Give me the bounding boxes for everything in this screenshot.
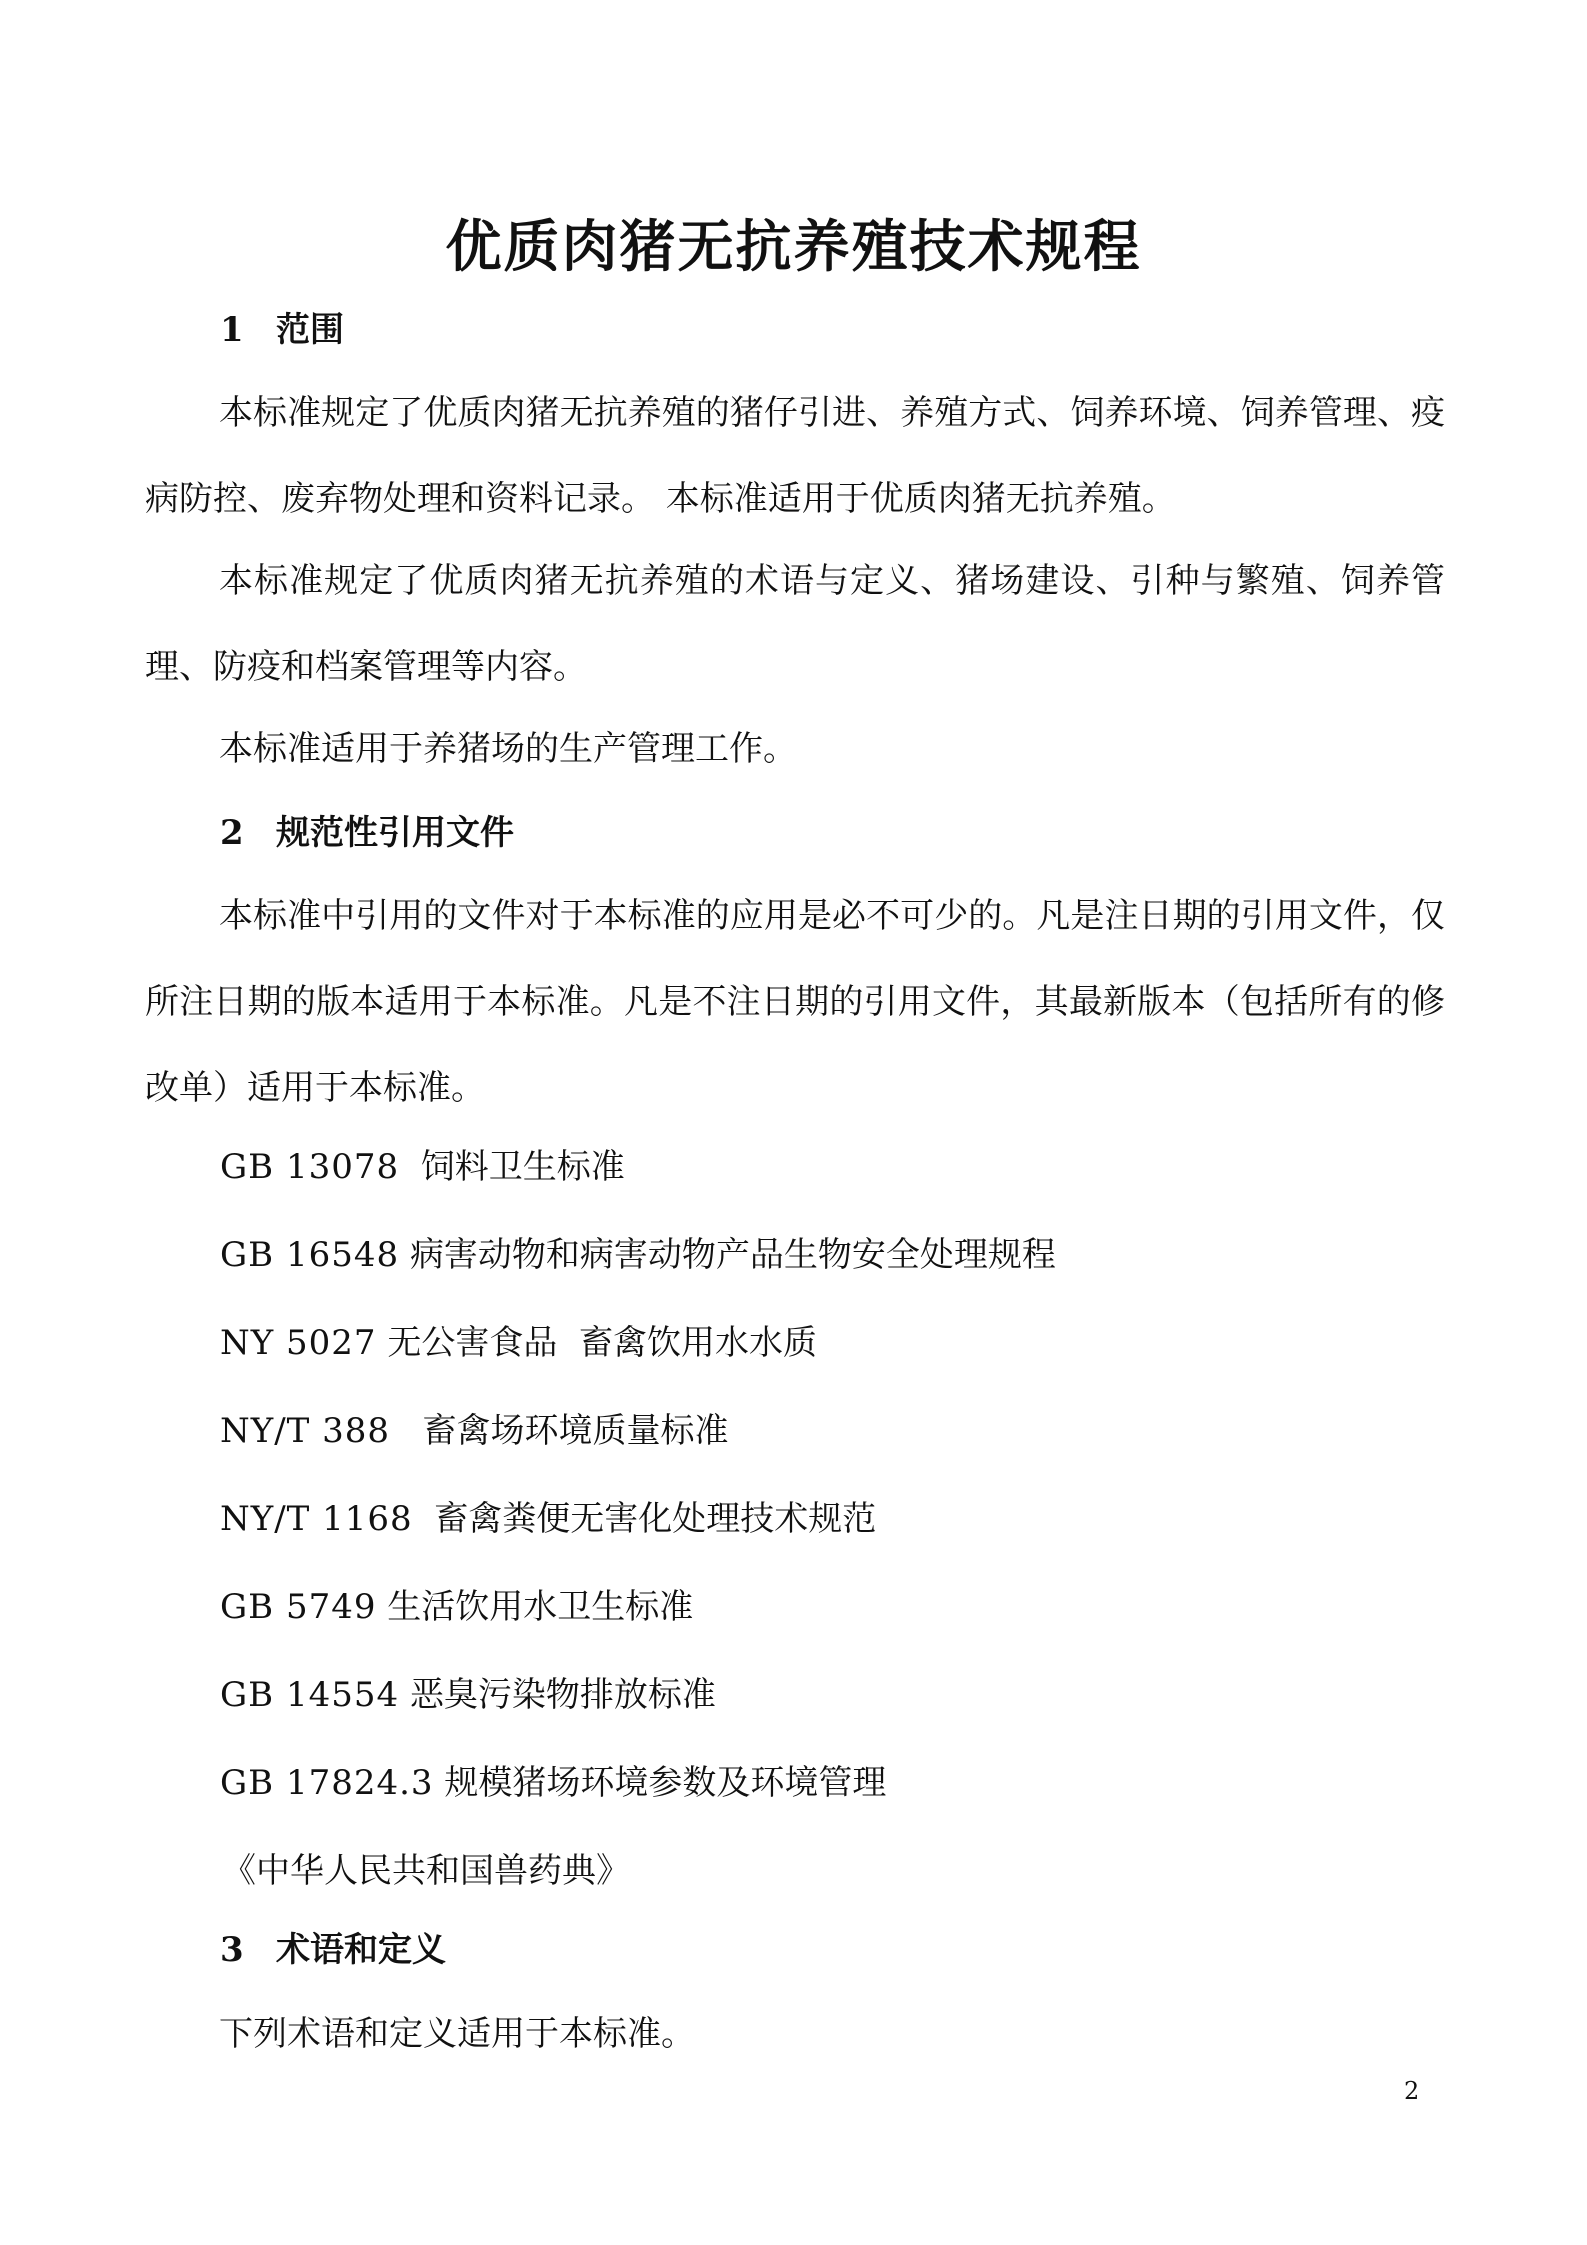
paragraph-terms: 下列术语和定义适用于本标准。 xyxy=(219,2014,695,2054)
reference-item xyxy=(220,1494,876,1544)
reference-code: GB 16548 xyxy=(220,1235,400,1275)
reference-item xyxy=(220,1230,1056,1280)
reference-separator xyxy=(413,1499,424,1539)
paragraph-scope-2: 本标准规定了优质肉猪无抗养殖的术语与定义、猪场建设、引种与繁殖、饲养管理、防疫和档案管理等内容。 xyxy=(145,561,1445,687)
reference-title: 《中华人民共和国兽药典》 xyxy=(222,1851,630,1891)
reference-code: NY/T 1168 xyxy=(220,1499,413,1539)
reference-code: GB 17824.3 xyxy=(220,1763,434,1803)
reference-item xyxy=(222,1846,630,1896)
paragraph-normative-references: 本标准中引用的文件对于本标准的应用是必不可少的。凡是注日期的引用文件，仅所注日期的版本适用于本标准。凡是不注日期的引用文件，其最新版本（包括所有的修改单）适用于本标准。 xyxy=(145,896,1445,1108)
section-heading-1 xyxy=(220,305,344,355)
reference-item xyxy=(220,1318,817,1368)
reference-code: GB 5749 xyxy=(220,1587,377,1627)
reference-title: 生活饮用水卫生标准 xyxy=(387,1587,694,1627)
section-heading-3 xyxy=(220,1925,446,1975)
reference-separator xyxy=(399,1147,410,1187)
section-title: 规范性引用文件 xyxy=(276,813,514,853)
section-heading-2 xyxy=(220,808,514,858)
reference-item xyxy=(220,1142,625,1192)
document-title: 优质肉猪无抗养殖技术规程 xyxy=(445,215,1142,280)
section-title: 术语和定义 xyxy=(276,1930,446,1970)
reference-title: 恶臭污染物排放标准 xyxy=(409,1675,716,1715)
reference-title: 规模猪场环境参数及环境管理 xyxy=(444,1763,887,1803)
reference-item xyxy=(220,1582,693,1632)
reference-title: 饲料卫生标准 xyxy=(420,1147,625,1187)
reference-title: 畜禽场环境质量标准 xyxy=(422,1411,729,1451)
reference-code: GB 14554 xyxy=(220,1675,400,1715)
reference-item xyxy=(220,1758,886,1808)
reference-title: 无公害食品 畜禽饮用水水质 xyxy=(387,1323,817,1363)
reference-title: 畜禽粪便无害化处理技术规范 xyxy=(434,1499,877,1539)
reference-title: 病害动物和病害动物产品生物安全处理规程 xyxy=(409,1235,1056,1275)
reference-code: NY/T 388 xyxy=(220,1411,391,1451)
paragraph-scope-1: 本标准规定了优质肉猪无抗养殖的猪仔引进、养殖方式、饲养环境、饲养管理、疫病防控、废弃物处理和资料记录。 本标准适用于优质肉猪无抗养殖。 xyxy=(145,393,1445,519)
reference-code: NY 5027 xyxy=(220,1323,377,1363)
paragraph-scope-3: 本标准适用于养猪场的生产管理工作。 xyxy=(219,729,797,769)
reference-item xyxy=(220,1406,728,1456)
section-title: 范围 xyxy=(276,310,344,350)
section-number: 2 xyxy=(220,813,244,853)
reference-code: GB 13078 xyxy=(220,1147,400,1187)
reference-item xyxy=(220,1670,716,1720)
page-number: 2 xyxy=(1404,2077,1420,2105)
section-number: 3 xyxy=(220,1930,244,1970)
section-number: 1 xyxy=(220,310,244,350)
reference-separator xyxy=(390,1411,412,1451)
